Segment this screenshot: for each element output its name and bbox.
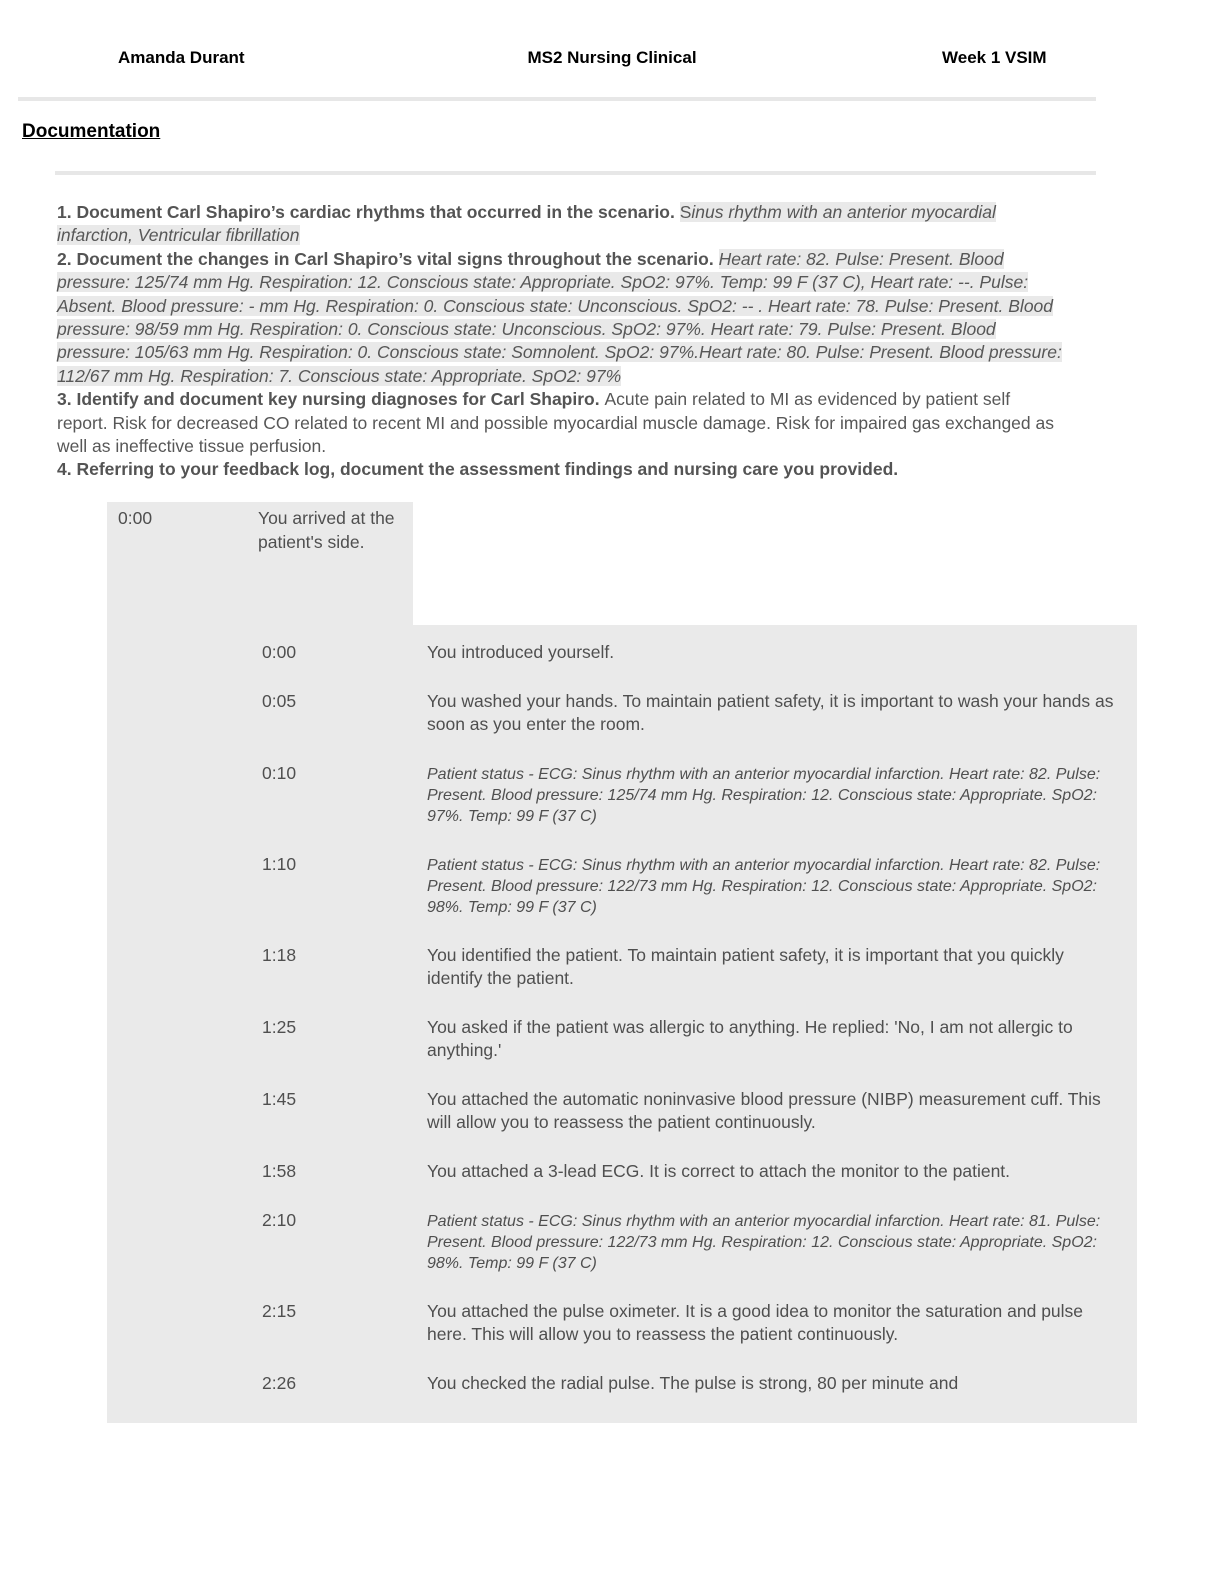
log-entry-text: You asked if the patient was allergic to anything. He replied: 'No, I am not allergic to anything.' [427, 1017, 1073, 1060]
log-entry-time: 1:25 [262, 1017, 297, 1037]
log-first-entry-time: 0:00 [118, 508, 153, 528]
question-3 [57, 388, 1065, 458]
question-1-answer-rest: inus rhythm with an anterior myocardial infarction, Ventricular fibrillation [57, 202, 996, 246]
question-2 [57, 248, 1065, 388]
header-course: MS2 Nursing Clinical [527, 48, 697, 67]
log-entry-time: 2:26 [262, 1373, 297, 1393]
header-author: Amanda Durant [118, 48, 245, 67]
log-entry [262, 690, 1117, 736]
log-entry-time: 0:10 [262, 763, 297, 783]
question-2-answer: Heart rate: 82. Pulse: Present. Blood pressure: 125/74 mm Hg. Respiration: 12. Conscious state: Appropriate. SpO2: 97%. Temp: 99 F (37 C), Heart rate: --. Pulse: Absent. Blood pressure: - mm Hg. Respiration: 0. Conscious state: Unconscious. SpO2: -- . Heart rate: 78. Pulse: Present. Blood pressure: 98/59 mm Hg. Respiration: 0. Conscious state: Unconscious. SpO2: 97%. Heart rate: 79. Pulse: Present. Blood pressure: 105/63 mm Hg. Respiration: 0. Conscious state: Somnolent. SpO2: 97%.Heart rate: 80. Pulse: Present. Blood pressure: 112/67 mm Hg. Respiration: 7. Conscious state: Appropriate. SpO2: 97% [57, 248, 1062, 386]
log-entry-text: You checked the radial pulse. The pulse is strong, 80 per minute and [427, 1373, 959, 1393]
log-entry-time: 2:15 [262, 1301, 297, 1321]
question-1-prompt: 1. Document Carl Shapiro’s cardiac rhythms that occurred in the scenario. [57, 202, 680, 222]
question-3-prompt: 3. Identify and document key nursing diagnoses for Carl Shapiro. [57, 389, 605, 410]
log-entry-time: 0:00 [262, 642, 297, 662]
log-entry-time: 1:18 [262, 945, 297, 965]
log-entry [262, 1300, 1117, 1346]
log-entry-text: You introduced yourself. [427, 642, 615, 662]
log-entry [262, 1372, 1117, 1395]
log-entry-time: 1:45 [262, 1089, 297, 1109]
log-entry [262, 762, 1117, 827]
log-entry-text: Patient status - ECG: Sinus rhythm with an anterior myocardial infarction. Heart rate: 81. Pulse: Present. Blood pressure: 122/73 mm Hg. Respiration: 12. Conscious state: Appropriate. SpO2: 98%. Temp: 99 F (37 C) [427, 1213, 1101, 1272]
log-entry-text: You washed your hands. To maintain patient safety, it is important to wash your hands as soon as you enter the room. [427, 691, 1114, 734]
log-entry-text: You identified the patient. To maintain patient safety, it is important that you quickly identify the patient. [427, 945, 1064, 988]
log-entry-time: 0:05 [262, 691, 297, 711]
log-entry-text: You attached a 3-lead ECG. It is correct to attach the monitor to the patient. [427, 1161, 1011, 1181]
header-rule [18, 97, 1096, 101]
log-entry-text: You attached the pulse oximeter. It is a good idea to monitor the saturation and pulse here. This will allow you to reassess the patient continuously. [427, 1301, 1084, 1344]
question-1 [57, 201, 1065, 248]
header-week: Week 1 VSIM [942, 48, 1047, 67]
question-1-answer-lead: S [679, 202, 692, 222]
question-4-prompt: 4. Referring to your feedback log, document the assessment findings and nursing care you provided. [57, 459, 899, 480]
log-entry-text: Patient status - ECG: Sinus rhythm with an anterior myocardial infarction. Heart rate: 82. Pulse: Present. Blood pressure: 125/74 mm Hg. Respiration: 12. Conscious state: Appropriate. SpO2: 97%. Temp: 99 F (37 C) [427, 766, 1101, 825]
questions-block [57, 201, 1065, 482]
log-entry [262, 944, 1117, 990]
question-3-answer: Acute pain related to MI as evidenced by patient self report. Risk for decreased CO related to recent MI and possible myocardial muscle damage. Risk for impaired gas exchanged as well as ineffective tissue perfusion. [57, 389, 1054, 457]
log-entry [262, 1160, 1117, 1183]
log-entries [262, 641, 1117, 1395]
log-first-entry-text: You arrived at the patient's side. [258, 508, 395, 552]
log-entry-time: 1:10 [262, 854, 297, 874]
log-entry [262, 1016, 1117, 1062]
log-entry-text: You attached the automatic noninvasive blood pressure (NIBP) measurement cuff. This will allow you to reassess the patient continuously. [427, 1089, 1101, 1132]
log-entry [262, 1209, 1117, 1274]
question-2-prompt: 2. Document the changes in Carl Shapiro’s vital signs throughout the scenario. [57, 248, 719, 269]
question-4 [57, 458, 1065, 481]
log-entry [262, 641, 1117, 664]
section-rule [55, 171, 1096, 175]
page-title: Documentation [22, 121, 161, 142]
log-entry-time: 2:10 [262, 1210, 297, 1230]
log-entry-time: 1:58 [262, 1161, 297, 1181]
log-entry [262, 1088, 1117, 1134]
log-entry [262, 853, 1117, 918]
log-entry-text: Patient status - ECG: Sinus rhythm with an anterior myocardial infarction. Heart rate: 82. Pulse: Present. Blood pressure: 122/73 mm Hg. Respiration: 12. Conscious state: Appropriate. SpO2: 98%. Temp: 99 F (37 C) [427, 857, 1101, 916]
